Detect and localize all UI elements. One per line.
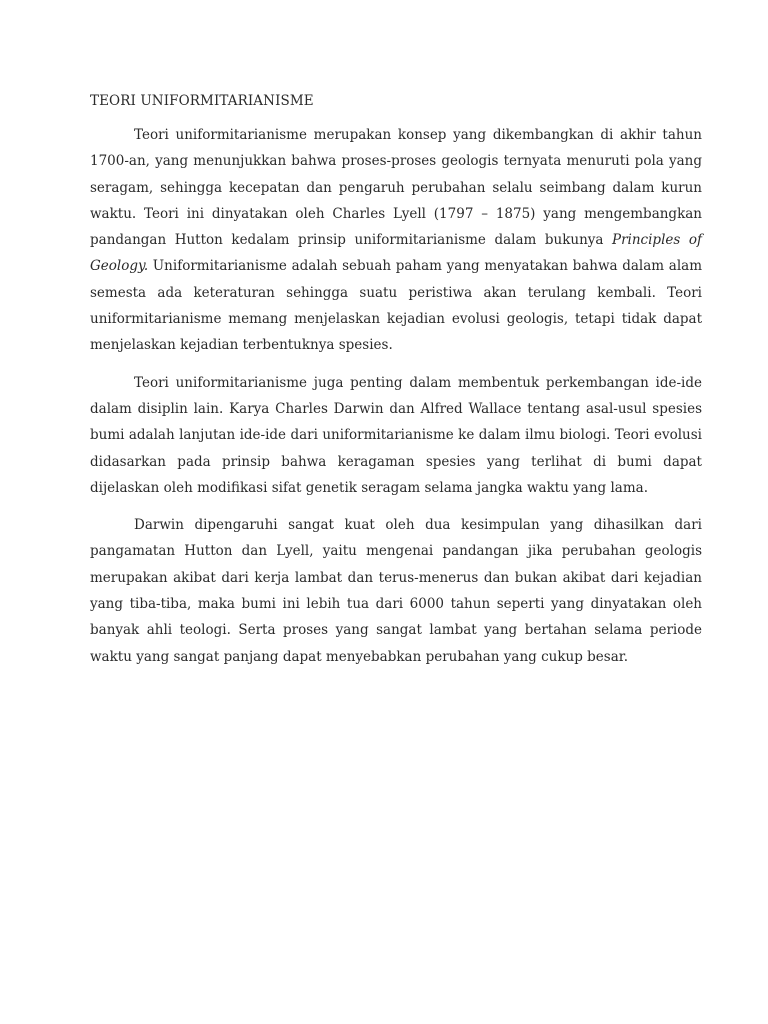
paragraph-3: Darwin dipengaruhi sangat kuat oleh dua kesimpulan yang dihasilkan dari pangamatan Hutton dan Lyell, yaitu mengenai pandangan jika perubahan geologis merupakan akibat dari kerja lambat dan terus-menerus dan bukan akibat dari kejadian yang tiba-tiba, maka bumi ini lebih tua dari 6000 tahun seperti yang dinyatakan oleh banyak ahli teologi. Serta proses yang sangat lambat yang bertahan selama periode waktu yang sangat panjang dapat menyebabkan perubahan yang cukup besar.: [90, 517, 702, 665]
paragraph-1-text-start: Teori uniformitarianisme merupakan konsep yang dikembangkan di akhir tahun 1700-an, yang menunjukkan bahwa proses-proses geologis ternyata menuruti pola yang seragam, sehingga kecepatan dan pengaruh perubahan selalu seimbang dalam kurun waktu. Teori ini dinyatakan oleh Charles Lyell (1797 – 1875) yang mengembangkan pandangan Hutton kedalam prinsip uniformitarianisme dalam bukunya: [90, 127, 702, 249]
paragraph-2: Teori uniformitarianisme juga penting dalam membentuk perkembangan ide-ide dalam disiplin lain. Karya Charles Darwin dan Alfred Wallace tentang asal-usul spesies bumi adalah lanjutan ide-ide dari uniformitarianisme ke dalam ilmu biologi. Teori evolusi didasarkan pada prinsip bahwa keragaman spesies yang terlihat di bumi dapat dijelaskan oleh modifikasi sifat genetik seragam selama jangka waktu yang lama.: [90, 374, 702, 496]
paragraph-1: [90, 122, 702, 359]
document-title: TEORI UNIFORMITARIANISME: [90, 93, 314, 109]
document-page: [90, 88, 702, 681]
paragraph-1-text-end: Uniformitarianisme adalah sebuah paham yang menyatakan bahwa dalam alam semesta ada keteraturan sehingga suatu peristiwa akan terulang kembali. Teori uniformitarianisme memang menjelaskan kejadian evolusi geologis, tetapi tidak dapat menjelaskan kejadian terbentuknya spesies.: [90, 258, 702, 354]
book-title-italic: Principles of Geology.: [90, 232, 702, 275]
